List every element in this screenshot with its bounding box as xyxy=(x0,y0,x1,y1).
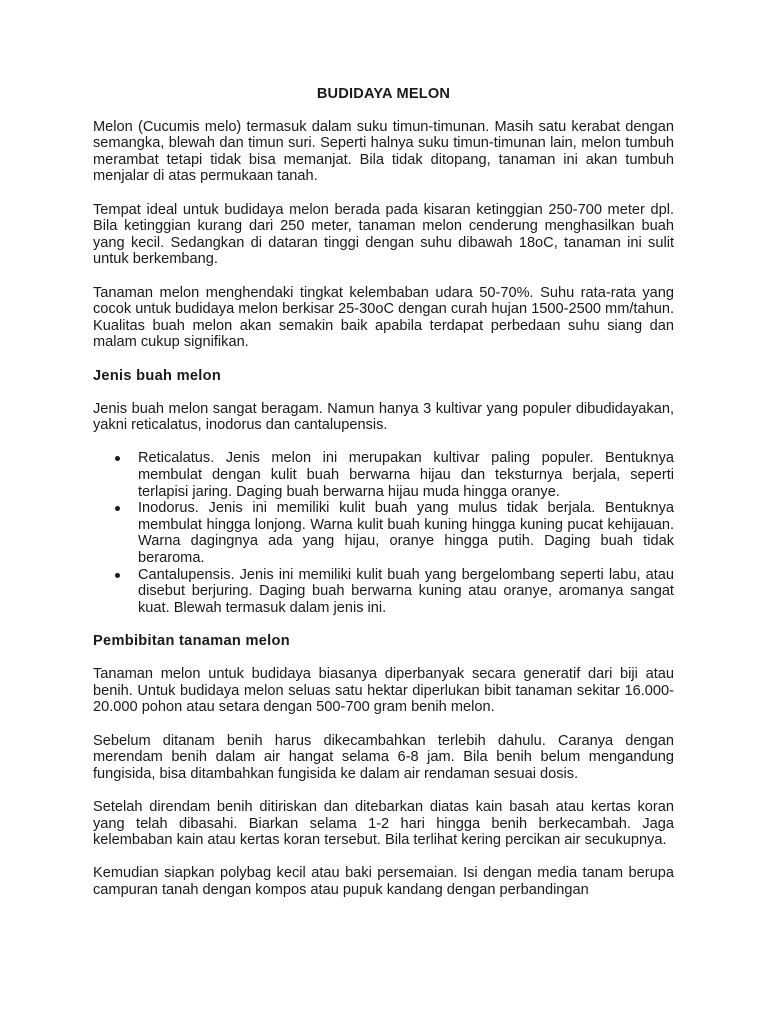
bullet-icon xyxy=(115,506,120,511)
pembibitan-paragraph-2: Sebelum ditanam benih harus dikecambahkan terlebih dahulu. Caranya dengan merendam benih dalam air hangat selama 6-8 jam. Bila benih belum mengandung fungisida, bisa ditambahkan fungisida ke dalam air rendaman sesuai dosis. xyxy=(93,732,674,782)
pembibitan-paragraph-4: Kemudian siapkan polybag kecil atau baki persemaian. Isi dengan media tanam berupa campuran tanah dengan kompos atau pupuk kandang dengan perbandingan xyxy=(93,865,674,898)
intro-paragraph-3: Tanaman melon menghendaki tingkat kelembaban udara 50-70%. Suhu rata-rata yang cocok untuk budidaya melon berkisar 25-30oC dengan curah hujan 1500-2500 mm/tahun. Kualitas buah melon akan semakin baik apabila terdapat perbedaan suhu siang dan malam cukup signifikan. xyxy=(93,284,674,351)
jenis-paragraph: Jenis buah melon sangat beragam. Namun hanya 3 kultivar yang populer dibudidayakan, yakni reticalatus, inodorus dan cantalupensis. xyxy=(93,400,674,434)
pembibitan-paragraph-1: Tanaman melon untuk budidaya biasanya diperbanyak secara generatif dari biji atau benih. Untuk budidaya melon seluas satu hektar diperlukan bibit tanaman sekitar 16.000- 20.000 pohon atau setara dengan 500-700 gram benih melon. xyxy=(93,666,674,716)
section-heading-jenis: Jenis buah melon xyxy=(93,367,222,384)
pembibitan-paragraph-3: Setelah direndam benih ditiriskan dan ditebarkan diatas kain basah atau kertas koran yang telah dibasahi. Biarkan selama 1-2 hari hingga benih berkecambah. Jaga kelembaban kain atau kertas koran tersebut. Bila terlihat kering percikan air secukupnya. xyxy=(93,798,674,849)
list-item xyxy=(93,567,674,617)
intro-paragraph-1: Melon (Cucumis melo) termasuk dalam suku timun-timunan. Masih satu kerabat dengan semangka, blewah dan timun suri. Seperti halnya suku timun-timunan lain, melon tumbuh merambat tetapi tidak bisa memanjat. Bila tidak ditopang, tanaman ini akan tumbuh menjalar di atas permukaan tanah. xyxy=(93,118,674,185)
document-title: BUDIDAYA MELON xyxy=(316,86,451,102)
document-page xyxy=(93,86,674,915)
list-item-text: Inodorus. Jenis ini memiliki kulit buah yang mulus tidak berjala. Bentuknya membulat hingga lonjong. Warna kulit buah kuning hingga kuning pucat kehijauan. Warna dagingnya ada yang hijau, oranye hingga putih. Daging buah tidak beraroma. xyxy=(138,500,674,567)
bullet-icon xyxy=(115,456,120,461)
list-item xyxy=(93,450,674,500)
intro-paragraph-2: Tempat ideal untuk budidaya melon berada pada kisaran ketinggian 250-700 meter dpl. Bila ketinggian kurang dari 250 meter, tanaman melon cenderung menghasilkan buah yang kecil. Sedangkan di dataran tinggi dengan suhu dibawah 18oC, tanaman ini sulit untuk berkembang. xyxy=(93,201,674,268)
section-heading-pembibitan: Pembibitan tanaman melon xyxy=(93,633,290,649)
cultivar-list xyxy=(93,450,674,616)
list-item xyxy=(93,500,674,566)
list-item-text: Reticalatus. Jenis melon ini merupakan kultivar paling populer. Bentuknya membulat dengan kulit buah berwarna hijau dan teksturnya berjala, seperti terlapisi jaring. Daging buah berwarna hijau muda hingga oranye. xyxy=(138,450,674,500)
list-item-text: Cantalupensis. Jenis ini memiliki kulit buah yang bergelombang seperti labu, atau disebut berjuring. Daging buah berwarna kuning atau oranye, aromanya sangat kuat. Blewah termasuk dalam jenis ini. xyxy=(138,566,674,616)
bullet-icon xyxy=(115,573,120,578)
